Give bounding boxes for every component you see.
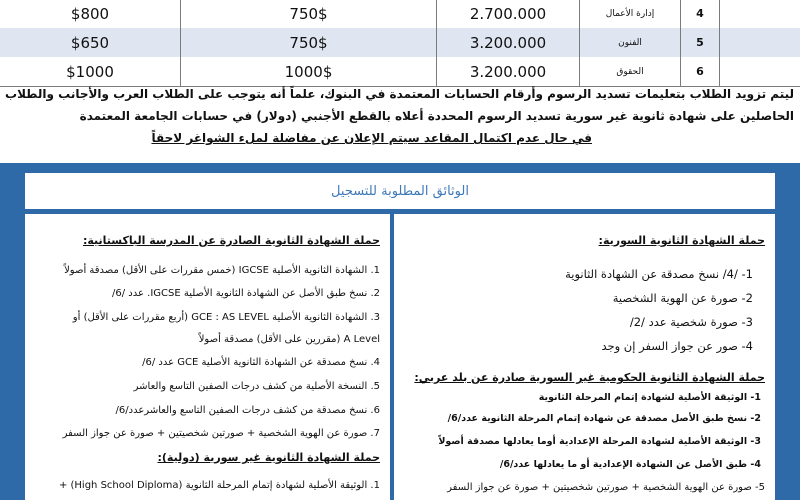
list-item: 3- صورة شخصية عدد /2/ [629, 315, 753, 329]
vacancy-notice: في حال عدم اكتمال المقاعد سيتم الإعلان عن مفاضلة لملء الشواغر لاحقاً [151, 131, 592, 145]
list-item: 4. نسخ مصدقة عن الشهادة الثانوية الأصلية GCE عدد /6/ [142, 357, 380, 368]
row-number-cell: 4 [681, 0, 720, 29]
amount-usd-cell: $650 [0, 28, 181, 58]
table-row [0, 28, 800, 57]
required-documents-section [0, 163, 800, 500]
list-item: 3. الشهادة الثانوية الأصلية GCE : AS LEVEL (أربع مقررات على الأقل) أو [72, 312, 380, 323]
documents-title: الوثائق المطلوبة للتسجيل [331, 183, 469, 199]
list-item: 4- طبق الأصل عن الشهادة الإعدادية أو ما يعادلها عدد/6/ [499, 459, 761, 470]
international-heading: حملة الشهادة الثانوية غير سورية (دولية): [157, 451, 380, 464]
amount-usd-cell: $1000 [0, 57, 181, 87]
pakistani-certificate-panel [25, 214, 390, 504]
row-number-cell: 5 [681, 28, 720, 58]
list-item: 5- صورة عن الهوية الشخصية + صورتين شخصيتين + صورة عن جواز السفر [447, 482, 765, 493]
list-item: 7. صورة عن الهوية الشخصية + صورتين شخصيتين + صورة عن جواز السفر [62, 428, 380, 439]
list-item: 2- نسخ طبق الأصل مصدقة عن شهادة إتمام المرحلة الثانوية عدد/6/ [447, 413, 761, 424]
list-item: 1- /4/ نسخ مصدقة عن الشهادة الثانوية [565, 267, 753, 281]
amount-usd-cell: $800 [0, 0, 181, 29]
gov-non-syrian-heading: حملة الشهادة الثانوية الحكومية غير السورية صادرة عن بلد عربي: [414, 371, 765, 384]
pakistani-heading: حملة الشهادة الثانوية الصادرة عن المدرسة الباكستانية: [82, 234, 380, 247]
list-item: 2- صورة عن الهوية الشخصية [612, 291, 753, 305]
list-item: 1- الوثيقة الأصلية لشهادة إتمام المرحلة الثانوية [538, 392, 761, 403]
syrian-certificate-panel [394, 214, 775, 504]
list-item: 6. نسخ مصدقة من كشف درجات الصفين التاسع والعاشرعدد/6/ [115, 405, 380, 416]
list-item: 4- صور عن جواز السفر إن وجد [601, 339, 753, 353]
empty-cell [720, 0, 800, 29]
amount-cell: 750$ [181, 0, 437, 29]
table-row [0, 57, 800, 86]
amount-cell: 1000$ [181, 57, 437, 87]
notice-line: الحاصلين على شهادة ثانوية غير سورية تسديد الرسوم المحددة أعلاه بالقطع الأجنبي (دولار) في حسابات الجامعة المعتمدة [79, 109, 794, 123]
amount-syp-cell: 2.700.000 [437, 0, 580, 29]
payment-notice [0, 86, 800, 152]
empty-cell [720, 28, 800, 58]
amount-cell: 750$ [181, 28, 437, 58]
empty-cell [720, 57, 800, 87]
notice-line: ليتم تزويد الطلاب بتعليمات تسديد الرسوم وأرقام الحسابات المعتمدة في البنوك، علماً أنه يتوجب على الطلاب العرب والأجانب والطلاب [5, 87, 794, 101]
table-row [0, 0, 800, 28]
list-item: 3- الوثيقة الأصلية لشهادة المرحلة الإعدادية أوما يعادلها مصدقة أصولاً [438, 436, 761, 447]
faculty-name-cell: الفنون [580, 28, 681, 58]
amount-syp-cell: 3.200.000 [437, 57, 580, 87]
syrian-heading: حملة الشهادة الثانوية السورية: [598, 234, 765, 247]
row-number-cell: 6 [681, 57, 720, 87]
fees-table [0, 0, 800, 88]
amount-syp-cell: 3.200.000 [437, 28, 580, 58]
faculty-name-cell: إدارة الأعمال [580, 0, 681, 29]
list-item: 2. نسخ طبق الأصل عن الشهادة الثانوية الأصلية IGCSE. عدد /6/ [111, 288, 380, 299]
faculty-name-cell: الحقوق [580, 57, 681, 87]
list-item: A Level (مقررين على الأقل) مصدقة أصولاً [198, 334, 380, 345]
list-item: 5. النسخة الأصلية من كشف درجات الصفين التاسع والعاشر [133, 381, 380, 392]
documents-header [25, 173, 775, 209]
list-item: 1. الشهادة الثانوية الأصلية IGCSE (خمس مقررات على الأقل) مصدقة أصولاً [64, 265, 380, 276]
list-item: 1. الوثيقة الأصلية لشهادة إتمام المرحلة الثانوية (High School Diploma) + [58, 480, 380, 491]
